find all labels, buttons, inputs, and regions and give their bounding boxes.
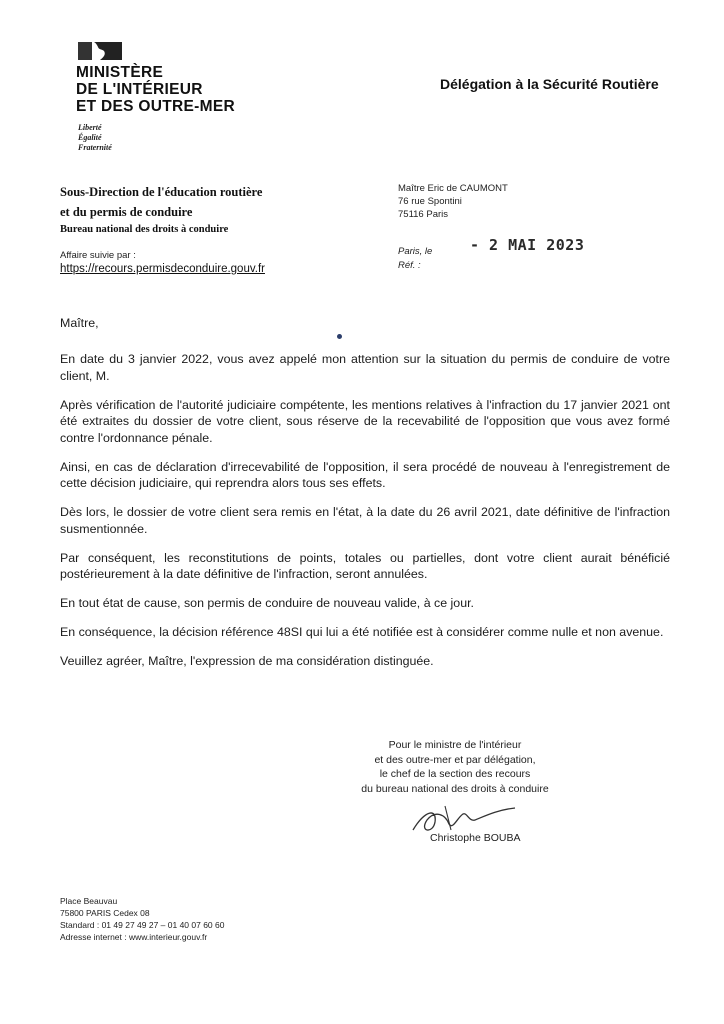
ministry-line-3: ET DES OUTRE-MER <box>76 98 235 115</box>
motto-line-2: Égalité <box>78 133 102 142</box>
paragraph-5: Par conséquent, les reconstitutions de points, totales ou partielles, dont votre client aurait bénéficié postérieurement à la date définitive de l'infraction, seront annulées. <box>60 550 670 581</box>
delegation-title: Délégation à la Sécurité Routière <box>440 76 659 92</box>
footer-address <box>60 895 224 943</box>
recipient-street: 76 rue Spontini <box>398 196 462 207</box>
ministry-line-2: DE L'INTÉRIEUR <box>76 81 203 98</box>
signature-line-1: Pour le ministre de l'intérieur <box>388 739 522 751</box>
paragraph-1: En date du 3 janvier 2022, vous avez appelé mon attention sur la situation du permis de conduire de votre client, M. <box>60 352 670 383</box>
closing-formula: Veuillez agréer, Maître, l'expression de ma considération distinguée. <box>60 654 434 668</box>
reference-label: Réf. : <box>398 260 421 271</box>
footer-line-3: Standard : 01 49 27 49 27 – 01 40 07 60 60 <box>60 920 225 930</box>
signature-block <box>300 738 610 796</box>
republic-motto <box>78 123 112 153</box>
signature-line-4: du bureau national des droits à conduire <box>361 782 549 795</box>
service-line-3: Bureau national des droits à conduire <box>60 224 229 235</box>
signature-line-2: et des outre-mer et par délégation, <box>374 753 536 766</box>
service-line-2: et du permis de conduire <box>60 205 193 219</box>
motto-line-1: Liberté <box>78 123 102 132</box>
footer-line-1: Place Beauvau <box>60 896 118 906</box>
paragraph-6: En tout état de cause, son permis de conduire de nouveau valide, à ce jour. <box>60 596 474 610</box>
salutation: Maître, <box>60 316 99 330</box>
marianne-logo-icon <box>78 42 122 60</box>
case-followed-link[interactable]: https://recours.permisdeconduire.gouv.fr <box>60 263 265 275</box>
place-date-label: Paris, le <box>398 246 433 257</box>
recipient-address <box>398 182 508 221</box>
ministry-name <box>76 64 235 115</box>
service-block <box>60 182 262 238</box>
recipient-city: 75116 Paris <box>398 209 448 220</box>
footer-line-2: 75800 PARIS Cedex 08 <box>60 908 150 918</box>
paragraph-7: En conséquence, la décision référence 48SI qui lui a été notifiée est à considérer comme nulle et non avenue. <box>60 625 664 639</box>
date-stamp: - 2 MAI 2023 <box>470 236 585 254</box>
ministry-line-1: MINISTÈRE <box>76 64 164 81</box>
case-followed-label: Affaire suivie par : <box>60 250 136 261</box>
footer-line-4: Adresse internet : www.interieur.gouv.fr <box>60 932 208 942</box>
paragraph-2: Après vérification de l'autorité judiciaire compétente, les mentions relatives à l'infraction du 17 janvier 2021 ont été extraites du dossier de votre client, sous réserve de la recevabilité de l'opposition que vous avez formé contre l'ordonnance pénale. <box>60 397 670 445</box>
motto-line-3: Fraternité <box>78 143 112 152</box>
service-line-1: Sous-Direction de l'éducation routière <box>60 185 263 199</box>
signatory-name: Christophe BOUBA <box>430 832 521 844</box>
recipient-name: Maître Eric de CAUMONT <box>398 183 508 194</box>
letter-body <box>60 351 670 682</box>
paragraph-3: Ainsi, en cas de déclaration d'irrecevabilité de l'opposition, il sera procédé de nouveau à l'enregistrement de cette décision judiciaire, qui reprendra alors tous ses effets. <box>60 459 670 490</box>
ink-dot <box>337 334 342 339</box>
signature-line-3: le chef de la section des recours <box>379 768 531 780</box>
paragraph-4: Dès lors, le dossier de votre client sera remis en l'état, à la date du 26 avril 2021, date définitive de l'infraction susmentionnée. <box>60 505 670 536</box>
